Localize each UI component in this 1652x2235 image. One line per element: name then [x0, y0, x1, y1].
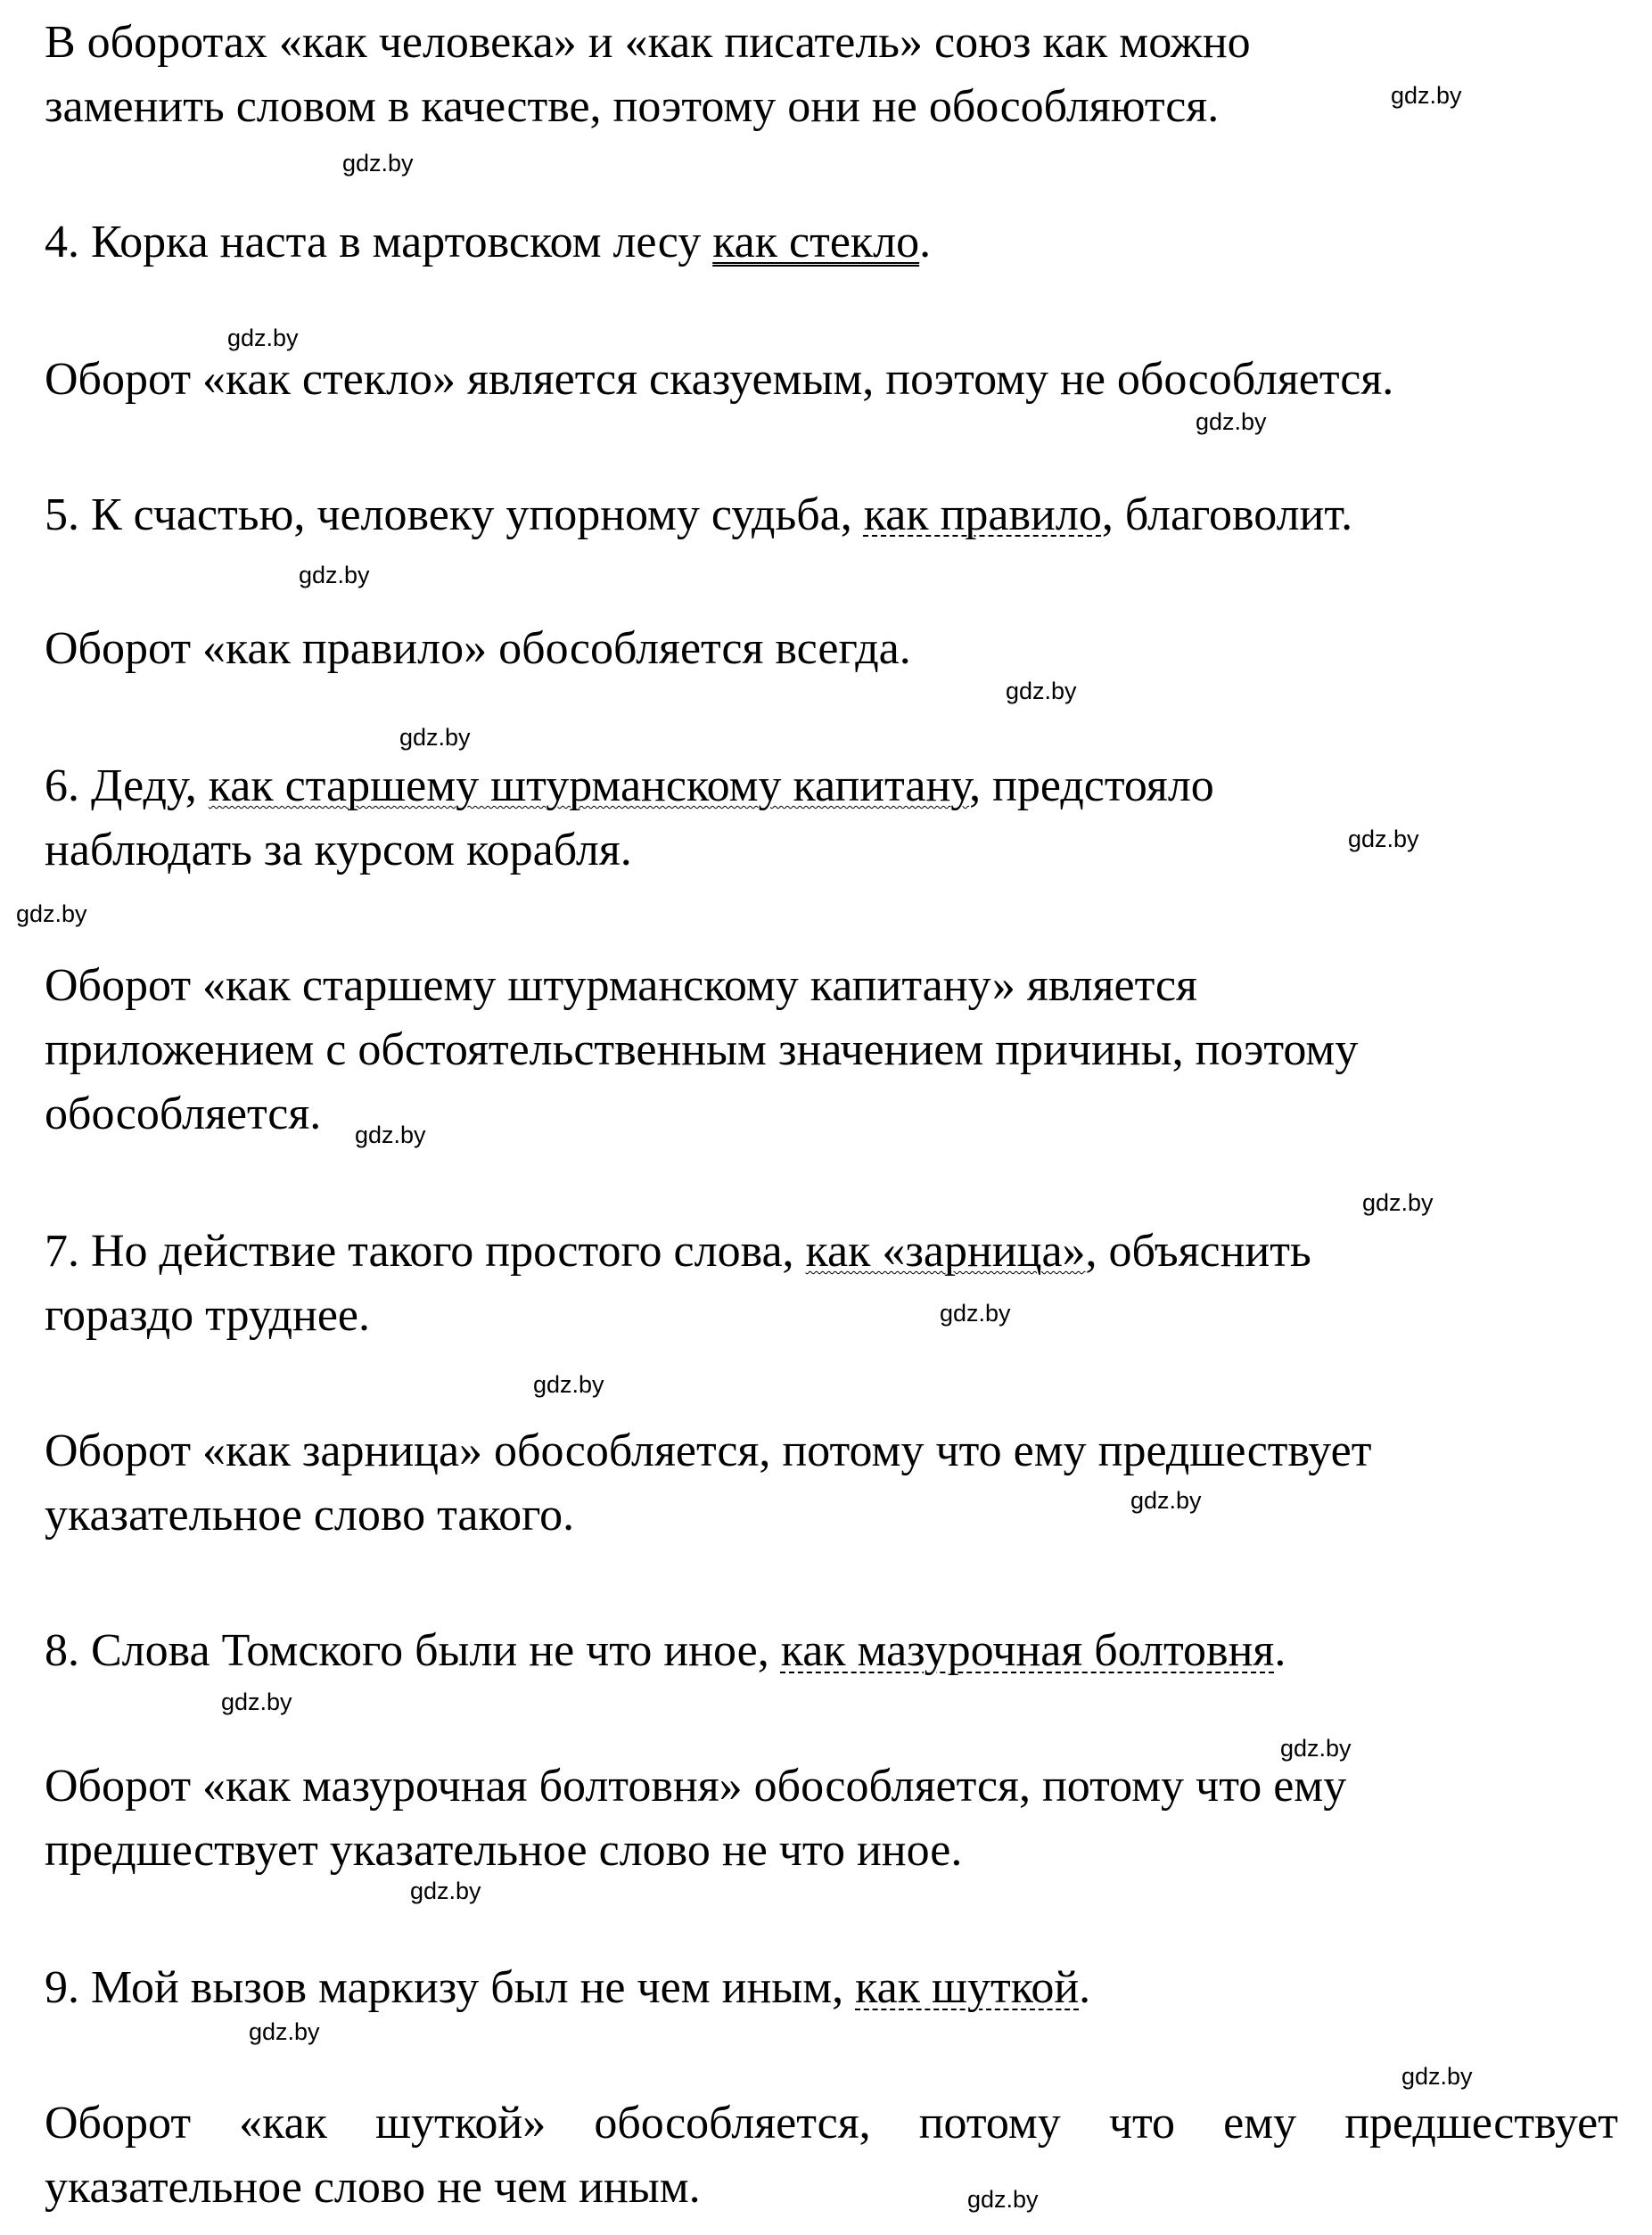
explanation-8-line-2: предшествует указательное слово не что иное.	[45, 1825, 963, 1876]
explanation-5: Оборот «как правило» обособляется всегда.	[45, 623, 911, 674]
text-line: заменить словом в качестве, поэтому они не обособляются.	[45, 81, 1220, 132]
watermark: gdz.by	[221, 1689, 292, 1715]
sentence-text: .	[1274, 1625, 1286, 1676]
watermark: gdz.by	[1391, 82, 1462, 109]
watermark: gdz.by	[1348, 826, 1419, 852]
explanation-9-line-2: указательное слово не чем иным.	[45, 2162, 701, 2213]
watermark: gdz.by	[249, 2018, 320, 2045]
watermark: gdz.by	[1006, 678, 1077, 704]
sentence-text: .	[919, 217, 932, 267]
predicate-underline: как стекло	[712, 217, 920, 267]
explanation-7: Оборот «как зарница» обособляется, потому что ему предшествует	[45, 1426, 1372, 1476]
sentence-text: 9. Мой вызов маркизу был не чем иным,	[45, 1962, 856, 2013]
apposition-underline: как «зарница»	[805, 1226, 1086, 1277]
watermark: gdz.by	[533, 1371, 604, 1398]
watermark: gdz.by	[299, 562, 370, 588]
explanation-8: Оборот «как мазурочная болтовня» обособляется, потому что ему	[45, 1761, 1347, 1812]
watermark: gdz.by	[1130, 1487, 1202, 1514]
watermark: gdz.by	[410, 1878, 481, 1904]
text-line: В оборотах «как человека» и «как писатель» союз как можно	[45, 17, 1251, 68]
adverbial-underline: как шуткой	[855, 1962, 1080, 2013]
adverbial-underline: как мазурочная болтовня	[780, 1625, 1275, 1676]
watermark: gdz.by	[1196, 408, 1267, 435]
watermark: gdz.by	[1401, 2063, 1473, 2090]
watermark: gdz.by	[399, 724, 471, 751]
sentence-text: .	[1079, 1962, 1091, 2013]
explanation-9: Оборот «как шуткой» обособляется, потому что ему предшествует	[45, 2098, 1618, 2149]
sentence-text: 8. Слова Томского были не что иное,	[45, 1625, 781, 1676]
sentence-6	[45, 760, 1214, 813]
apposition-underline: как старшему штурманскому капитану	[208, 760, 970, 811]
adverbial-underline: как правило	[863, 489, 1102, 540]
sentence-6-line-2: наблюдать за курсом корабля.	[45, 825, 632, 875]
watermark: gdz.by	[355, 1122, 426, 1148]
sentence-9	[45, 1961, 1090, 2015]
watermark: gdz.by	[940, 1300, 1011, 1327]
watermark: gdz.by	[967, 2186, 1039, 2213]
explanation-6-line-2: приложением с обстоятельственным значением причины, поэтому	[45, 1024, 1359, 1075]
sentence-4	[45, 216, 931, 269]
sentence-8	[45, 1624, 1286, 1678]
sentence-text: , благоволит.	[1101, 489, 1353, 540]
sentence-5	[45, 489, 1352, 542]
explanation-6-line-3: обособляется.	[45, 1089, 322, 1139]
sentence-text: , объяснить	[1085, 1226, 1311, 1277]
watermark: gdz.by	[342, 150, 414, 177]
sentence-text: 7. Но действие такого простого слова,	[45, 1226, 806, 1277]
sentence-7-line-2: гораздо труднее.	[45, 1290, 371, 1341]
sentence-text: , предстояло	[969, 760, 1214, 811]
sentence-text: 5. К счастью, человеку упорному судьба,	[45, 489, 864, 540]
watermark: gdz.by	[227, 325, 299, 351]
watermark: gdz.by	[1280, 1735, 1352, 1762]
watermark: gdz.by	[16, 900, 87, 927]
explanation-6: Оборот «как старшему штурманскому капитану» является	[45, 960, 1197, 1011]
watermark: gdz.by	[1362, 1189, 1434, 1216]
sentence-text: 6. Деду,	[45, 760, 209, 811]
explanation-7-line-2: указательное слово такого.	[45, 1490, 575, 1541]
sentence-text: 4. Корка наста в мартовском лесу	[45, 217, 713, 267]
explanation-4: Оборот «как стекло» является сказуемым, поэтому не обособляется.	[45, 354, 1394, 405]
sentence-7	[45, 1225, 1311, 1278]
